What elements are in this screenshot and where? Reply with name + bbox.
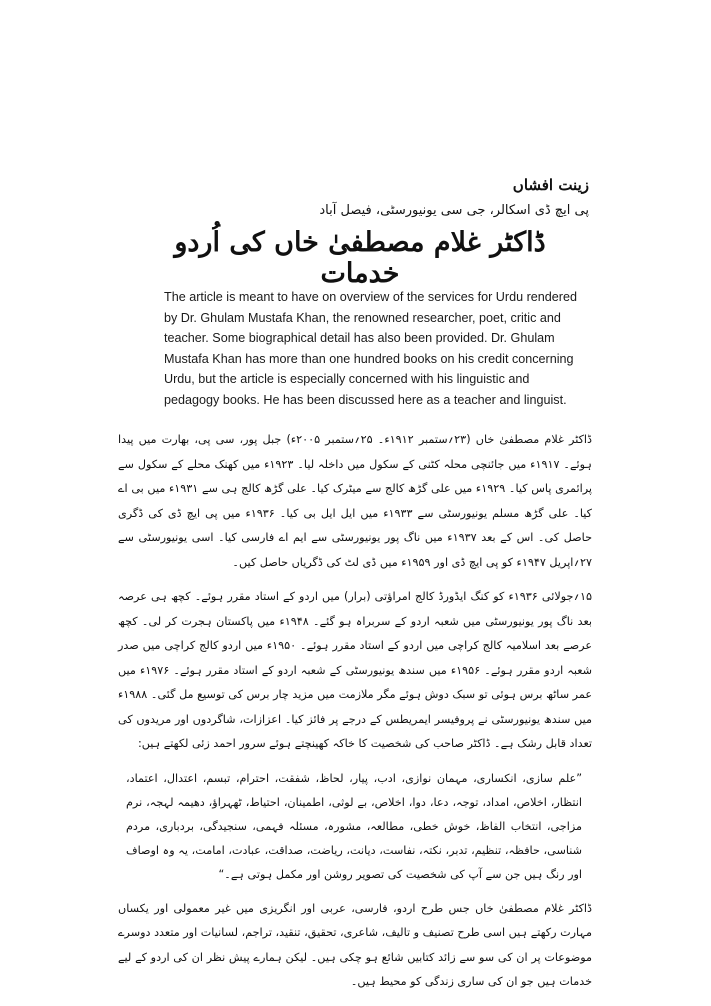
block-quote: ”علم سازی، انکساری، مہمان نوازی، ادب، پیار، لحاظ، شفقت، احترام، تبسم، اعتدال، اعتماد، انتظار، اخلاص، امداد، توجہ، دعا، دوا، اخلاص، بے لوثی، اطمینان، احتیاط، ٹھہراؤ، دھیمہ لہجہ، نرم مزاجی، انتخاب الفاظ، خوش خطی، مطالعہ، مشورہ، مسئلہ فہمی، سنجیدگی، بردباری، مردم شناسی، حافظہ، تنظیم، تدبر، نکتہ، نفاست، دیانت، ریاضت، صداقت، عبادت، امامت، یہ وہ اوصاف اور رنگ ہیں جن سے آپ کی شخصیت کی تصویر روشن اور مکمل ہوتی ہے۔“ — [126, 771, 582, 881]
english-abstract: The article is meant to have on overview of the services for Urdu rendered by Dr. Ghulam Mustafa Khan, the renowned researcher, poet, critic and teacher. Some biographical detail has also been provided. Dr. Ghulam Mustafa Khan has more than one hundred books on his credit concerning Urdu, but the article is especially concerned with his linguistic and pedagogy books. He has been discussed here as a teacher and linguist. — [164, 290, 577, 407]
author-name: زینت افشاں — [512, 176, 589, 194]
article-body — [118, 428, 592, 1005]
body-paragraph-2: ۱۵؍جولائی ۱۹۳۶ء کو کنگ ایڈورڈ کالج امراؤتی (برار) میں اردو کے استاد مقرر ہوئے۔ کچھ ہی عرصہ بعد ناگ پور یونیورسٹی میں شعبہ اردو کے سربراہ ہو گئے۔ ۱۹۴۸ء میں پاکستان ہجرت کر لی۔ کچھ عرصے بعد اسلامیہ کالج کراچی میں اردو کے استاد مقرر ہوئے۔ ۱۹۵۰ء میں اردو کالج کراچی میں صدر شعبہ اردو مقرر ہوئے۔ ۱۹۵۶ء میں سندھ یونیورسٹی کے شعبہ اردو کے استاد مقرر ہوئے۔ ۱۹۷۶ء میں عمر ساٹھ برس ہوئی تو سبک دوش ہوئے مگر ملازمت میں مزید چار برس کی توسیع مل گئی۔ ۱۹۸۸ء میں سندھ یونیورسٹی نے پروفیسر ایمریطس کے درجے پر فائز کیا۔ اعزازات، شاگردوں اور مریدوں کی تعداد قابل رشک ہے۔ ڈاکٹر صاحب کی شخصیت کا خاکہ کھینچتے ہوئے سرور احمد زئی لکھتے ہیں: — [118, 590, 593, 750]
author-affiliation: پی ایچ ڈی اسکالر، جی سی یونیورسٹی، فیصل آباد — [319, 203, 589, 218]
body-paragraph-3: ڈاکٹر غلام مصطفیٰ خاں جس طرح اردو، فارسی، عربی اور انگریزی میں غیر معمولی اور یکساں مہارت رکھتے ہیں اسی طرح تصنیف و تالیف، شاعری، تحقیق، تنقید، تراجم، لسانیات اور متعدد دوسرے موضوعات پر ان کی سو سے زائد کتابیں شائع ہو چکی ہیں۔ لیکن ہمارے پیش نظر ان کی اردو کے لیے خدمات ہیں جو ان کی ساری زندگی کو محیط ہیں۔ — [118, 901, 592, 988]
article-title: ڈاکٹر غلام مصطفیٰ خاں کی اُردو خدمات — [174, 227, 546, 289]
body-paragraph-1: ڈاکٹر غلام مصطفیٰ خاں (۲۳؍ستمبر ۱۹۱۲ء۔ ۲۵؍ستمبر ۲۰۰۵ء) جبل پور، سی پی، بھارت میں پیدا ہوئے۔ ۱۹۱۷ء میں جائنچی محلہ کٹنی کے سکول میں داخلہ لیا۔ ۱۹۲۳ء میں کھنک محلے کے سکول سے پرائمری پاس کیا۔ ۱۹۲۹ء میں علی گڑھ کالج سے میٹرک کیا۔ علی گڑھ کالج ہی سے ۱۹۳۱ء میں بی اے کیا۔ علی گڑھ مسلم یونیورسٹی سے ۱۹۳۳ء میں ایل ایل بی کیا۔ ۱۹۳۶ء میں پی ایچ ڈی کی ڈگری حاصل کی۔ اس کے بعد ۱۹۳۷ء میں ناگ پور یونیورسٹی سے ایم اے فارسی کیا۔ اسی یونیورسٹی سے ۲۷؍اپریل ۱۹۴۷ء کو پی ایچ ڈی اور ۱۹۵۹ء میں ڈی لٹ کی ڈگریاں حاصل کیں۔ — [118, 433, 592, 569]
